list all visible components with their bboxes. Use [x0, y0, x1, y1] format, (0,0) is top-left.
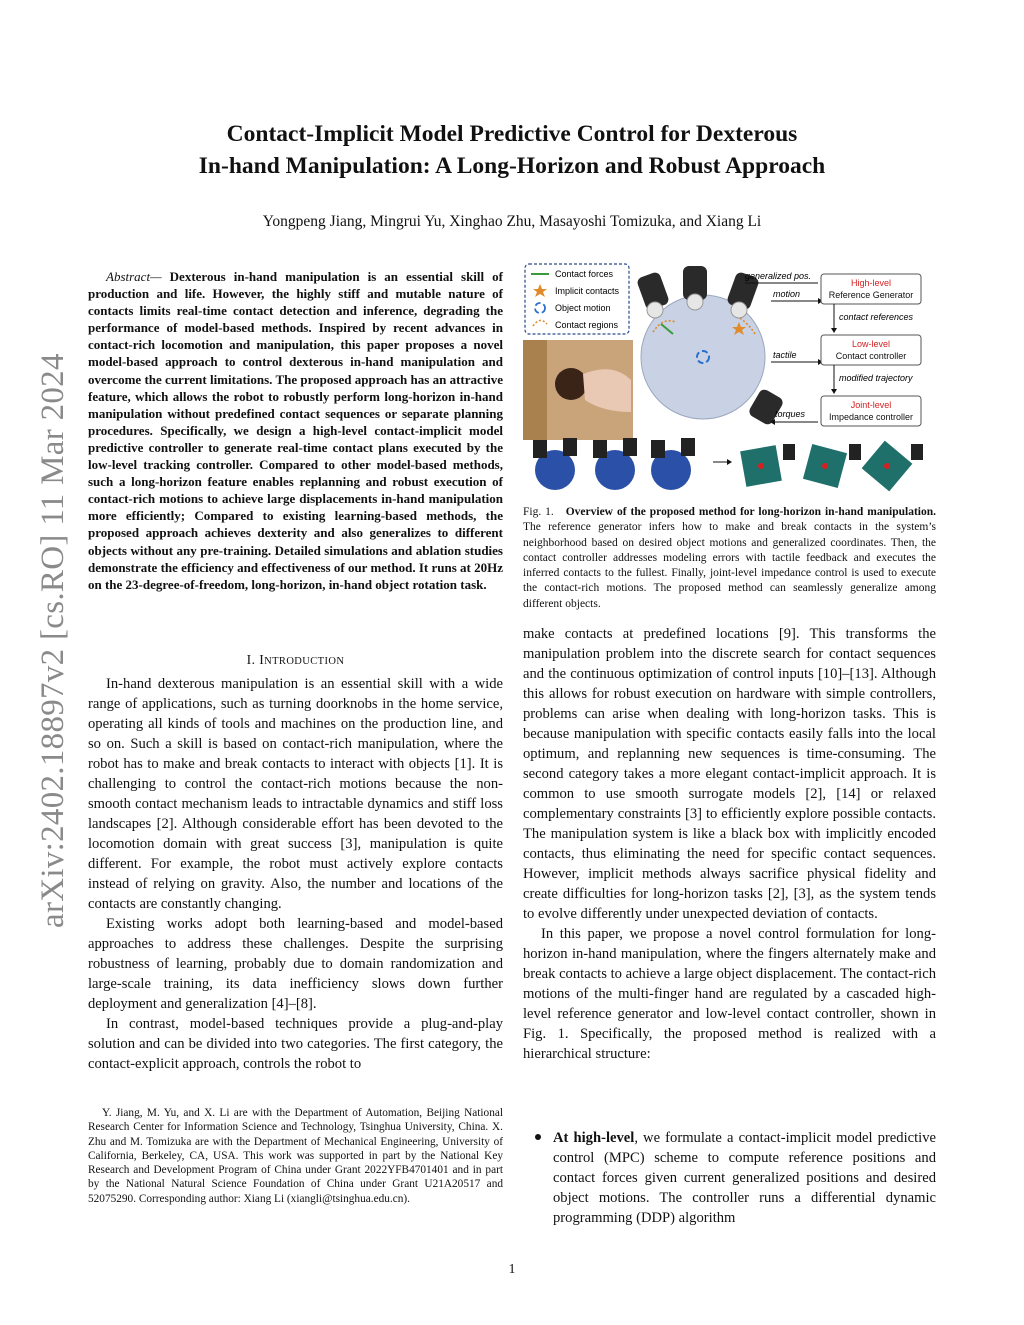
legend-implicit-contacts: Implicit contacts — [555, 286, 620, 296]
abstract-label: Abstract — [106, 269, 151, 284]
cube-center-marker — [884, 463, 890, 469]
title-line-2: In-hand Manipulation: A Long-Horizon and Robust Approach — [198, 153, 826, 179]
finger-shape — [593, 440, 607, 458]
arxiv-stamp: arXiv:2402.18897v2 [cs.RO] 11 Mar 2024 — [35, 353, 71, 928]
intro-paragraph-4: make contacts at predefined locations [9]. This transforms the manipulation problem into the discrete search for contact sequences and the continuous optimization of control inputs [10]–[13]. Although this allows for robust execution on hardware with simple controllers, problems can arise when dealing with long-horizon tasks. This is because manipulation with specific contacts easily falls into the local optimum, and replanning new sequences is time-consuming. The second category takes a more elegant contact-implicit approach. It is common to use smooth surrogate models [2], [14] or relaxed complementary constraints [3] to efficiently explore possible contacts. The manipulation system is like a black box with implicitly encoded contacts, thus eliminating the need for specific contact sequences. However, implicit methods always sacrifice physical fidelity and create difficulties for long-horizon tasks [2], [3], as the system tends to evolve differently under unexpected deviation of contacts. — [523, 626, 936, 922]
motion-label: motion — [773, 289, 801, 299]
caption-label: Fig. 1. — [523, 506, 554, 518]
caption-text: The reference generator infers how to make and break contacts in the system’s neighborhood based on desired object motions and generalized coordinates. Then, the contact controller addresses modeling errors with tactile feedback and executes the inferred contacts to the fullest. Finally, joint-level impedance control is used to execute the contact-rich motions. The proposed method can seamlessly generalize among different objects. — [523, 521, 936, 610]
joint-level-label: Joint-level — [850, 400, 892, 410]
intro-right-column — [523, 624, 936, 1064]
page-number: 1 — [508, 1262, 516, 1277]
cube-sequence — [740, 441, 923, 492]
finger-shape — [563, 438, 577, 456]
contact-regions-icon — [533, 320, 547, 326]
fingertip — [687, 294, 703, 310]
finger-shape — [783, 444, 795, 460]
section-number: I. — [246, 652, 256, 667]
bullet-list — [523, 1128, 936, 1228]
section-title-first: I — [259, 652, 265, 667]
abstract-text: Dexterous in-hand manipulation is an essential skill of production and life. However, the highly stiff and mutable nature of contacts limits real-time contact detection and inference, degrading the performance of model-based methods. Inspired by recent advances in contact-rich locomotion and manipulation, this paper proposes a novel model-based approach to control dexterous in-hand manipulation and overcome the current limitations. The proposed approach has an attractive feature, which allows the robot to robustly perform long-horizon in-hand manipulation without predefined contact sequences or separate planning procedures. Specifically, we design a high-level contact-implicit model predictive controller to generate real-time contact plans executed by the low-level tracking controller. Compared to other model-based methods, such a long-horizon feature enables replanning and robust execution of contact-rich motions to achieve large displacements in-hand manipulation more efficiently; Compared to existing learning-based methods, the proposed approach achieves dexterity and also generalizes to different objects without any pre-training. Detailed simulations and ablation studies demonstrate the efficiency and effectiveness of our method. It runs at 20Hz on the 23-degree-of-freedom, long-horizon, in-hand object rotation task. — [88, 269, 503, 592]
doorknob — [555, 368, 587, 400]
section-heading — [88, 652, 503, 668]
author-list: Yongpeng Jiang, Mingrui Yu, Xinghao Zhu, Masayoshi Tomizuka, and Xiang Li — [262, 213, 762, 230]
bullet-item-high-level — [523, 1128, 936, 1228]
bullet-bold: At high-level — [553, 1130, 635, 1146]
legend-contact-regions: Contact regions — [555, 320, 619, 330]
caption-bold: Overview of the proposed method for long-horizon in-hand manipulation. — [565, 506, 936, 518]
title-line-1: Contact-Implicit Model Predictive Control for Dexterous — [226, 121, 798, 147]
finger-shape — [651, 440, 665, 458]
generalized-pos-label: generalized pos. — [745, 271, 812, 281]
tactile-label: tactile — [773, 350, 797, 360]
legend-object-motion: Object motion — [555, 303, 611, 313]
low-level-label: Low-level — [851, 339, 891, 349]
section-title-rest: NTRODUCTION — [264, 656, 345, 667]
high-level-label: High-level — [850, 278, 892, 288]
paper-title — [80, 118, 944, 182]
bullet-dot — [535, 1134, 541, 1140]
impedance-controller-label: Impedance controller — [828, 412, 914, 422]
cube-center-marker — [758, 463, 764, 469]
arrow-head — [831, 328, 837, 333]
cube-center-marker — [822, 463, 828, 469]
sphere-sequence — [533, 438, 695, 490]
figure-caption — [523, 505, 936, 612]
intro-paragraph-2: Existing works adopt both learning-based and model-based approaches to address these challenges. Despite the surprising robustness of learning, probably due to domain randomization and large-scale training, its data inefficiency slows down further deployment and generalization [4]–[8]. — [88, 916, 503, 1012]
fingertip — [731, 302, 747, 318]
finger-shape — [681, 438, 695, 456]
torques-label: torques — [775, 409, 806, 419]
intro-paragraph-5: In this paper, we propose a novel control formulation for long-horizon in-hand manipulation, where the fingers alternately make and break contacts to achieve a large object displacement. The contact-rich motions of the multi-finger hand are regulated by a cascaded high-level reference generator and low-level contact controller, shown in Fig. 1. Specifically, the proposed method is realized with a hierarchical structure: — [523, 926, 936, 1062]
object-motion-icon — [535, 303, 545, 313]
arrow-head — [727, 459, 732, 465]
contact-references-label: contact references — [839, 312, 914, 322]
fingertip — [647, 302, 663, 318]
figure-1 — [523, 262, 935, 497]
legend-contact-forces: Contact forces — [555, 269, 614, 279]
finger-shape — [849, 444, 861, 460]
finger-shape — [911, 444, 923, 460]
arrow-head — [831, 389, 837, 394]
finger-shape — [623, 438, 637, 456]
intro-paragraph-3: In contrast, model-based techniques provide a plug-and-play solution and can be divided into two categories. The first category, the contact-explicit approach, controls the robot to — [88, 1016, 503, 1072]
finger-shape — [533, 440, 547, 458]
reference-generator-label: Reference Generator — [828, 290, 914, 300]
affiliation-footnote — [88, 1106, 503, 1206]
modified-trajectory-label: modified trajectory — [839, 373, 913, 383]
contact-controller-label: Contact controller — [835, 351, 907, 361]
implicit-contacts-icon — [533, 284, 547, 297]
abstract: Abstract— Dexterous in-hand manipulation is an essential skill of production and life. However, the highly stiff and mutable nature of contacts limits real-time contact detection and inference, degrading the performance of model-based methods. Inspired by recent advances in contact-rich locomotion and manipulation, this paper proposes a novel model-based approach to control dexterous in-hand manipulation and overcome the current limitations. The proposed approach has an attractive feature, which allows the robot to robustly perform long-horizon in-hand manipulation without predefined contact sequences or separate planning procedures. Specifically, we design a high-level contact-implicit model predictive controller to generate real-time contact plans executed by the low-level tracking controller. Compared to other model-based methods, such a long-horizon feature enables replanning and robust execution of contact-rich motions to achieve large displacements in-hand manipulation more efficiently; Compared to existing learning-based methods, the proposed approach achieves dexterity and also generalizes to different objects without any pre-training. Detailed simulations and ablation studies demonstrate the efficiency and effectiveness of our method. It runs at 20Hz on the 23-degree-of-freedom, long-horizon, in-hand object rotation task. — [88, 269, 503, 592]
footnote-text: Y. Jiang, M. Yu, and X. Li are with the Department of Automation, Beijing National Research Center for Information Science and Technology, Tsinghua University, China. X. Zhu and M. Tomizuka are with the Department of Mechanical Engineering, University of California, Berkeley, CA, USA. This work was supported in part by the National Key Research and Development Program of China under Grant 2022YFB4701401 and in part by the National Natural Science Foundation of China under Grant U21A20517 and 52075290. Corresponding author: Xiang Li (xiangli@tsinghua.edu.cn). — [88, 1107, 503, 1205]
intro-left-column — [88, 674, 503, 1074]
intro-paragraph-1: In-hand dexterous manipulation is an essential skill with a wide range of applications, such as turning doorknobs in the home service, operating all kinds of tools and machines on the production line, and so on. Such a skill is based on contact-rich manipulation, where the robot has to make and break contacts to interact with objects [1]. It is challenging to control the contact-rich motions because the non-smooth contact mechanism leads to intractable dynamics and stiff loss landscapes [2]. Although considerable effort has been devoted to the locomotion domain with great success [3], manipulation is quite different. For example, the robot must actively explore contacts instead of relying on gravity. Also, the number and locations of the contacts are constantly changing. — [88, 676, 503, 912]
bullet-text: , we formulate a contact-implicit model predictive control (MPC) scheme to compute reference positions and contact forces given current generalized positions and desired object motions. The controller runs a differential dynamic programming (DDP) algorithm — [553, 1130, 936, 1226]
door-frame — [523, 340, 547, 440]
